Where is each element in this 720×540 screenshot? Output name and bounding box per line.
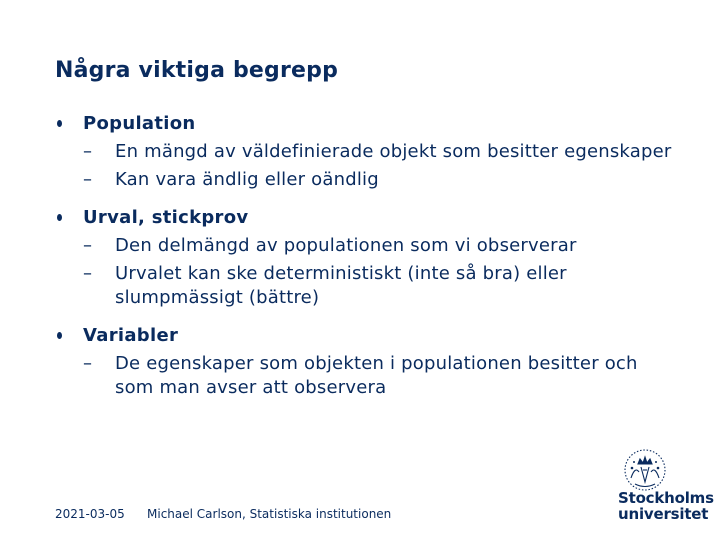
dash-icon: – xyxy=(83,353,93,374)
footer-author: Michael Carlson, Statistiska institutionen xyxy=(147,507,392,521)
dash-icon: – xyxy=(83,235,93,256)
sub-item-text: En mängd av väldefinierade objekt som besitter egenskaper xyxy=(115,141,672,162)
slide-content xyxy=(55,112,675,414)
bullet-dot-icon xyxy=(57,120,62,127)
sub-item xyxy=(83,140,675,164)
sub-item-text: De egenskaper som objekten i populationen besitter och som man avser att observera xyxy=(115,353,638,398)
sub-item xyxy=(83,352,675,400)
university-logo xyxy=(610,448,714,526)
sub-item-text: Urvalet kan ske deterministiskt (inte så bra) eller slumpmässigt (bättre) xyxy=(115,263,567,308)
sub-item xyxy=(83,262,675,310)
bullet-label: Population xyxy=(83,113,196,134)
sub-item xyxy=(83,234,675,258)
dash-icon: – xyxy=(83,169,93,190)
bullet-dot-icon xyxy=(57,214,62,221)
logo-wordmark xyxy=(618,489,714,523)
bullet-dot-icon xyxy=(57,332,62,339)
logo-line1: Stockholms xyxy=(618,489,714,507)
bullet-label: Variabler xyxy=(83,325,179,346)
bullet-label: Urval, stickprov xyxy=(83,207,249,228)
sub-item-text: Kan vara ändlig eller oändlig xyxy=(115,169,379,190)
footer-date: 2021-03-05 xyxy=(55,507,125,521)
dash-icon: – xyxy=(83,141,93,162)
bullet-population xyxy=(55,112,675,192)
bullet-variabler xyxy=(55,324,675,400)
slide-title: Några viktiga begrepp xyxy=(55,58,339,83)
sub-item-text: Den delmängd av populationen som vi observerar xyxy=(115,235,577,256)
bullet-urval xyxy=(55,206,675,310)
sub-item xyxy=(83,168,675,192)
dash-icon: – xyxy=(83,263,93,284)
crown-emblem-icon xyxy=(621,448,669,492)
logo-line2: universitet xyxy=(618,505,709,523)
